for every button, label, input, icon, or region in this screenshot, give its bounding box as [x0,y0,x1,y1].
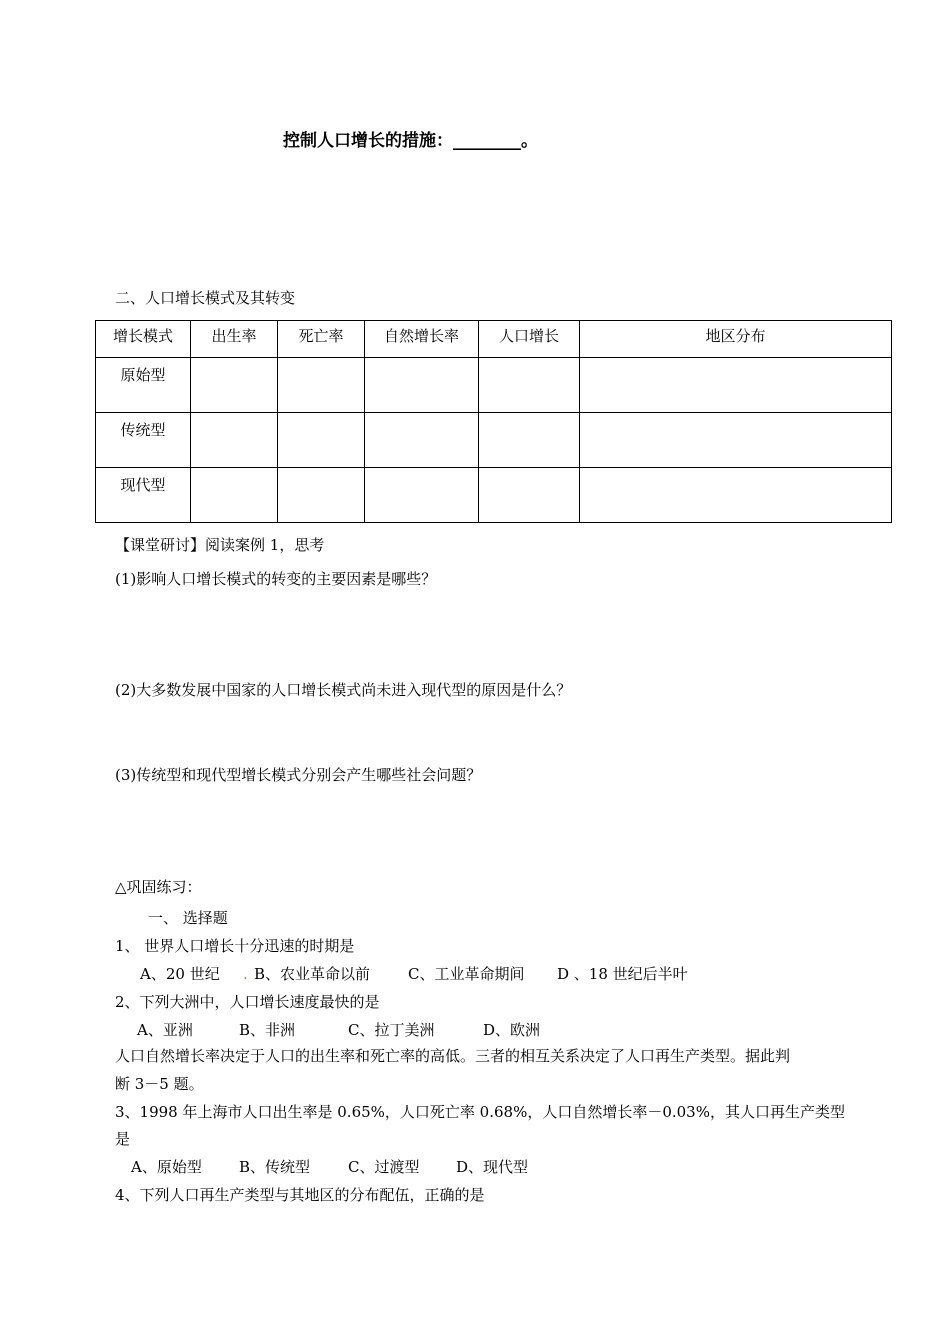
table-cell [191,413,278,468]
table-header: 人口增长 [479,321,580,358]
table-cell [191,468,278,523]
table-row [96,413,892,468]
q1-option-d: D 、18 世纪后半叶 [557,965,688,983]
table-row [96,358,892,413]
heading-end: 。 [521,131,538,151]
table-cell [365,358,479,413]
table-header: 自然增长率 [365,321,479,358]
q2-option-d: D、欧洲 [483,1021,541,1039]
context-paragraph-line-1: 人口自然增长率决定于人口的出生率和死亡率的高低。三者的相互关系决定了人口再生产类型。据此判 [115,1047,791,1065]
question-2: 2、下列大洲中，人口增长速度最快的是 [115,993,380,1011]
q2-option-b: B、非洲 [239,1021,296,1039]
question-3-line-1: 3、1998 年上海市人口出生率是 0.65%，人口死亡率 0.68%，人口自然增长率－0.03%，其人口再生产类型 [115,1103,845,1121]
q1-option-a: A、20 世纪 [140,965,220,983]
table-header: 地区分布 [580,321,892,358]
q3-option-d: D、现代型 [456,1158,529,1176]
q3-option-c: C、过渡型 [348,1158,420,1176]
measures-heading [283,131,538,151]
table-cell [479,468,580,523]
q3-option-b: B、传统型 [239,1158,311,1176]
table-cell [580,413,892,468]
table-cell [278,358,365,413]
stray-dot: . [243,965,248,983]
question-3-line-2: 是 [115,1130,131,1148]
section-title: 二、人口增长模式及其转变 [115,289,296,307]
q1-option-b: B、农业革命以前 [254,965,371,983]
practice-section: 一、 选择题 [148,909,228,927]
study-question-3: (3)传统型和现代型增长模式分别会产生哪些社会问题？ [115,766,482,784]
table-cell [191,358,278,413]
growth-model-table [95,320,892,523]
row-label: 现代型 [96,468,191,523]
q2-option-a: A、亚洲 [137,1021,193,1039]
table-header: 出生率 [191,321,278,358]
study-question-1: (1)影响人口增长模式的转变的主要因素是哪些？ [115,570,437,588]
table-cell [365,413,479,468]
row-label: 传统型 [96,413,191,468]
row-label: 原始型 [96,358,191,413]
practice-title: △巩固练习： [115,878,202,896]
question-1: 1、 世界人口增长十分迅速的时期是 [115,937,355,955]
table-row [96,468,892,523]
q1-option-c: C、工业革命期间 [408,965,525,983]
answer-blank: ________ [453,131,521,151]
q2-option-c: C、拉丁美洲 [348,1021,435,1039]
q3-option-a: A、原始型 [131,1158,202,1176]
table-cell [365,468,479,523]
table-header: 增长模式 [96,321,191,358]
table-cell [580,358,892,413]
question-4: 4、下列人口再生产类型与其地区的分布配伍，正确的是 [115,1186,485,1204]
heading-text: 控制人口增长的措施： [283,131,453,151]
table-cell [479,413,580,468]
table-cell [580,468,892,523]
study-intro: 【课堂研讨】阅读案例 1，思考 [115,536,325,554]
table-header-row [96,321,892,358]
table-cell [278,468,365,523]
context-paragraph-line-2: 断 3－5 题。 [115,1075,204,1093]
table-header: 死亡率 [278,321,365,358]
study-question-2: (2)大多数发展中国家的人口增长模式尚未进入现代型的原因是什么？ [115,681,572,699]
table-cell [278,413,365,468]
table-cell [479,358,580,413]
